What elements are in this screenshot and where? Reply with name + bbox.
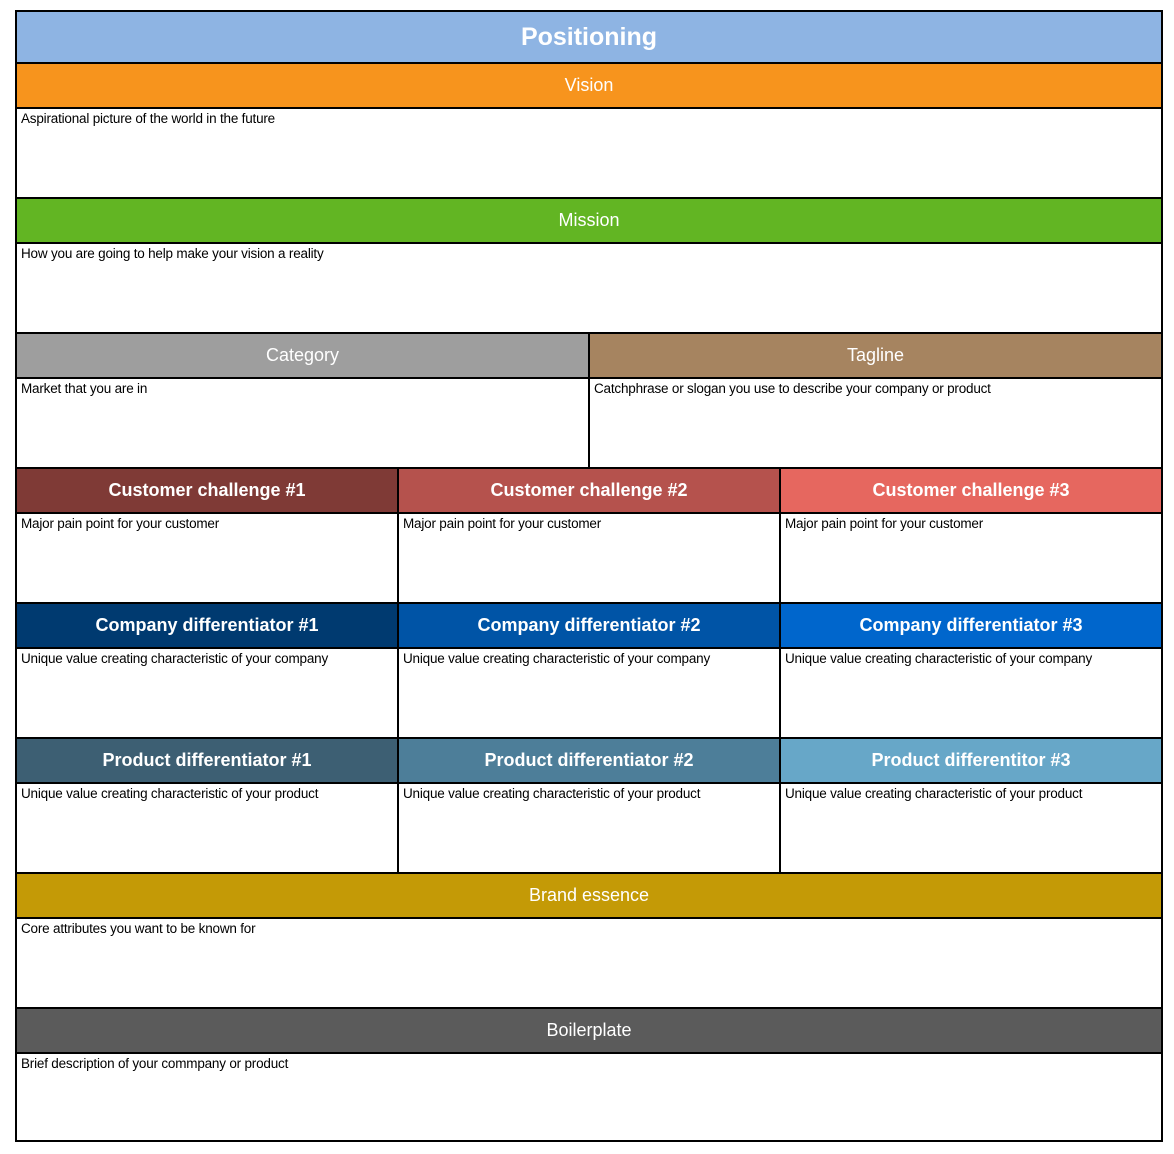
- product-differentiator-1-section: [17, 739, 399, 874]
- customer-challenge-3-section: [781, 469, 1161, 604]
- boilerplate-header: Boilerplate: [17, 1009, 1161, 1054]
- company-differentiator-3-header: Company differentiator #3: [781, 604, 1161, 649]
- category-field[interactable]: Market that you are in: [21, 381, 148, 396]
- customer-challenge-2-header: Customer challenge #2: [399, 469, 779, 514]
- page-title: Positioning: [17, 12, 1161, 64]
- product-differentiator-2-header: Product differentiator #2: [399, 739, 779, 784]
- customer-challenge-2-field[interactable]: Major pain point for your customer: [403, 516, 602, 531]
- product-differentiator-1-field[interactable]: Unique value creating characteristic of your product: [21, 786, 319, 801]
- customer-challenge-1-header: Customer challenge #1: [17, 469, 397, 514]
- category-section: [17, 334, 590, 469]
- company-differentiator-1-section: [17, 604, 399, 739]
- customer-challenge-1-section: [17, 469, 399, 604]
- customer-challenge-3-field[interactable]: Major pain point for your customer: [785, 516, 984, 531]
- vision-field[interactable]: Aspirational picture of the world in the future: [21, 111, 275, 126]
- brand-essence-header: Brand essence: [17, 874, 1161, 919]
- company-differentiator-2-field[interactable]: Unique value creating characteristic of your company: [403, 651, 711, 666]
- mission-section: [17, 199, 1161, 334]
- customer-challenge-2-section: [399, 469, 781, 604]
- customer-challenge-3-header: Customer challenge #3: [781, 469, 1161, 514]
- tagline-header: Tagline: [590, 334, 1161, 379]
- company-differentiator-1-field[interactable]: Unique value creating characteristic of your company: [21, 651, 329, 666]
- vision-header: Vision: [17, 64, 1161, 109]
- product-differentiator-2-field[interactable]: Unique value creating characteristic of your product: [403, 786, 701, 801]
- positioning-sheet: [15, 10, 1163, 1142]
- tagline-field[interactable]: Catchphrase or slogan you use to describe your company or product: [594, 381, 991, 396]
- company-differentiator-2-section: [399, 604, 781, 739]
- product-differentiator-2-section: [399, 739, 781, 874]
- mission-field[interactable]: How you are going to help make your vision a reality: [21, 246, 324, 261]
- boilerplate-field[interactable]: Brief description of your commpany or product: [21, 1056, 289, 1071]
- tagline-section: [590, 334, 1161, 469]
- company-differentiator-1-header: Company differentiator #1: [17, 604, 397, 649]
- customer-challenge-1-field[interactable]: Major pain point for your customer: [21, 516, 220, 531]
- brand-essence-section: [17, 874, 1161, 1009]
- mission-header: Mission: [17, 199, 1161, 244]
- company-differentiator-3-section: [781, 604, 1161, 739]
- brand-essence-field[interactable]: Core attributes you want to be known for: [21, 921, 256, 936]
- category-header: Category: [17, 334, 588, 379]
- company-differentiator-2-header: Company differentiator #2: [399, 604, 779, 649]
- product-differentiator-3-section: [781, 739, 1161, 874]
- vision-section: [17, 64, 1161, 199]
- boilerplate-section: [17, 1009, 1161, 1142]
- company-differentiator-3-field[interactable]: Unique value creating characteristic of your company: [785, 651, 1093, 666]
- product-differentiator-1-header: Product differentiator #1: [17, 739, 397, 784]
- product-differentiator-3-field[interactable]: Unique value creating characteristic of your product: [785, 786, 1083, 801]
- product-differentiator-3-header: Product differentitor #3: [781, 739, 1161, 784]
